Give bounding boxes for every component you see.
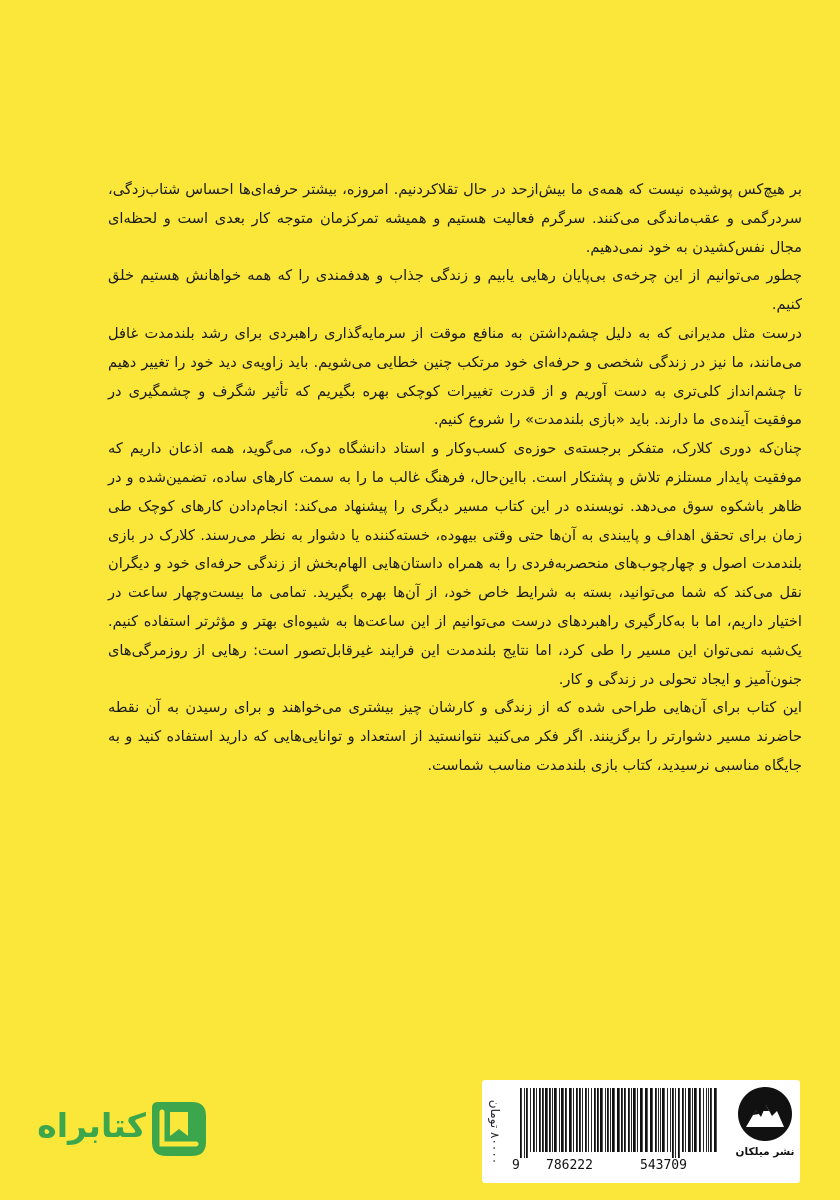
barcode-bar <box>549 1088 551 1152</box>
barcode-bar <box>576 1088 578 1152</box>
barcode-bar <box>554 1088 557 1152</box>
mountain-logo-icon <box>737 1086 793 1142</box>
barcode-bar <box>694 1088 697 1152</box>
barcode-bar <box>628 1088 630 1152</box>
barcode-bar <box>594 1088 596 1152</box>
barcode-bar <box>579 1088 581 1152</box>
barcode-bar <box>526 1088 528 1158</box>
barcode-bar <box>682 1088 684 1152</box>
barcode-bar <box>675 1088 676 1158</box>
barcode-bar <box>600 1088 603 1152</box>
barcode-bar <box>610 1088 611 1152</box>
barcode-bar <box>710 1088 712 1152</box>
isbn-digits-last: 543709 <box>640 1158 687 1173</box>
barcode-bar <box>706 1088 707 1152</box>
barcode-bar <box>678 1088 680 1158</box>
barcode-bar <box>530 1088 531 1152</box>
barcode-bar <box>607 1088 609 1152</box>
barcode-bar <box>597 1088 599 1152</box>
isbn-digits-middle: 786222 <box>546 1158 593 1173</box>
barcode-bar <box>520 1088 522 1158</box>
barcode-bar <box>621 1088 623 1152</box>
barcode-bar <box>588 1088 589 1152</box>
barcode-bar <box>645 1088 648 1152</box>
barcode-bar <box>655 1088 657 1152</box>
barcode-bar <box>539 1088 541 1152</box>
blurb-paragraph-3: درست مثل مدیرانی که به دلیل چشم‌داشتن به منافع موقت از سرمایه‌گذاری راهبردی برای رشد بلندمدت غافل می‌مانند، ما نیز در زندگی شخصی و حرفه‌ای خود مرتکب چنین خطایی می‌شویم. باید زاویه‌ی دید خود را تغییر دهیم تا چشم‌انداز کلی‌تری به دست آوریم و از قدرت تغییرات کوچکی بهره بگیریم که تأثیر شگرف و چشمگیری در موفقیت آینده‌ی ما دارند. باید «بازی بلندمدت» را شروع کنیم. <box>108 324 802 429</box>
barcode-bar <box>631 1088 632 1152</box>
barcode-bar <box>582 1088 583 1152</box>
publisher-name: نشر میلکان <box>735 1146 795 1158</box>
barcode-bar <box>605 1088 606 1152</box>
barcode-bar <box>640 1088 643 1152</box>
barcode-bar <box>545 1088 548 1152</box>
price-label <box>480 1094 510 1170</box>
blurb-paragraph-1: بر هیچ‌کس پوشیده نیست که همه‌ی ما بیش‌ازحد در حال تقلاکردنیم. امروزه، بیشتر حرفه‌ای‌ها احساس شتاب‌زدگی، سردرگمی و عقب‌ماندگی می‌کنند. سرگرم فعالیت هستیم و همیشه تمرکزمان متوجه کار بعدی است و لحظه‌ای مجال نفس‌کشیدن به خود نمی‌دهیم. <box>108 181 802 256</box>
barcode-bar <box>591 1088 592 1152</box>
ketabrah-logo <box>30 1098 210 1160</box>
barcode-bar <box>658 1088 659 1152</box>
barcode-bar <box>536 1088 537 1152</box>
blurb-paragraph-2: چطور می‌توانیم از این چرخه‌ی بی‌پایان رهایی یابیم و زندگی جذاب و هدفمندی را که همه خواهانش هستیم خلق کنیم. <box>108 267 802 314</box>
publisher-logo <box>734 1086 796 1180</box>
isbn-barcode <box>514 1086 724 1158</box>
barcode-bar <box>633 1088 636 1152</box>
barcode-bar <box>565 1088 567 1152</box>
barcode-bar <box>637 1088 638 1152</box>
barcode-bar <box>569 1088 572 1152</box>
barcode-bar <box>585 1088 587 1152</box>
barcode-bar <box>703 1088 704 1152</box>
barcode-bar <box>612 1088 615 1152</box>
barcode-bar <box>660 1088 661 1152</box>
barcode-bar <box>699 1088 701 1152</box>
ketabrah-wordmark: کتابراه <box>37 1106 146 1145</box>
isbn-digits <box>512 1158 726 1176</box>
price-text: ۸۰۰۰۰ تومان <box>488 1099 502 1165</box>
blurb-paragraph-4: چنان‌که دوری کلارک، متفکر برجسته‌ی حوزه‌ی کسب‌وکار و استاد دانشگاه دوک، می‌گوید، همه اذعان داریم که موفقیت پایدار مستلزم تلاش و پشتکار است. بااین‌حال، فرهنگ غالب ما را به سمت کارهای ساده، تضمین‌شده و در ظاهر باشکوه سوق می‌دهد. نویسنده در این کتاب مسیر دیگری را پیشنهاد می‌کند: انجام‌دادن کارهای کوچک طی زمان برای تحقق اهداف و پایبندی به آن‌ها حتی وقتی بیهوده، خسته‌کننده یا دشوار به نظر می‌رسند. کلارک در بازی بلندمدت اصول و چهارچوب‌های منحصربه‌فردی را به همراه داستان‌هایی الهام‌بخش از زندگی حرفه‌ای خود و دیگران نقل می‌کند که شما می‌توانید، بسته به شرایط خاص خود، از آن‌ها بهره بگیرید. تمامی ما بیست‌وچهار ساعت در اختیار داریم، اما با به‌کارگیری راهبردهای درست می‌توانیم از این ساعت‌ها به شیوه‌ای بهتر و مؤثرتر استفاده کنیم. یک‌شبه نمی‌توان این مسیر را طی کرد، اما نتایج بلندمدت این فرایند غیرقابل‌تصور است: رهایی از روزمرگی‌های جنون‌آمیز و ایجاد تحولی در زندگی و کار. <box>108 440 802 688</box>
barcode-bar <box>542 1088 544 1152</box>
barcode-bar <box>714 1088 717 1152</box>
barcode-bar <box>561 1088 564 1152</box>
barcode-bar <box>617 1088 620 1152</box>
book-bookmark-icon <box>148 1098 210 1160</box>
barcode-bar <box>672 1088 674 1158</box>
barcode-bar <box>688 1088 691 1152</box>
barcode-bar <box>524 1088 525 1158</box>
barcode-bar <box>559 1088 560 1152</box>
barcode-bar <box>692 1088 693 1152</box>
barcode-bar <box>533 1088 535 1152</box>
barcode-bar <box>708 1088 709 1152</box>
barcode-bar <box>670 1088 671 1152</box>
isbn-digit-first: 9 <box>512 1158 520 1173</box>
barcode-bar <box>662 1088 665 1152</box>
barcode-bar <box>624 1088 626 1152</box>
barcode-bar <box>650 1088 653 1152</box>
barcode-bar <box>552 1088 553 1152</box>
blurb-paragraph-5: این کتاب برای آن‌هایی طراحی شده که از زندگی و کارشان چیز بیشتری می‌خواهند و برای رسیدن به آن نقطه حاضرند مسیر دشوارتر را برگزینند. اگر فکر می‌کنید نتوانستید از استعداد و توانایی‌هایی که دارید استفاده کنید و به جایگاه مناسبی نرسیدید، کتاب بازی بلندمدت مناسب شماست. <box>108 699 802 774</box>
back-cover-blurb <box>108 176 802 781</box>
barcode-bar <box>685 1088 686 1152</box>
barcode-bar <box>573 1088 574 1152</box>
barcode-bar <box>667 1088 668 1152</box>
